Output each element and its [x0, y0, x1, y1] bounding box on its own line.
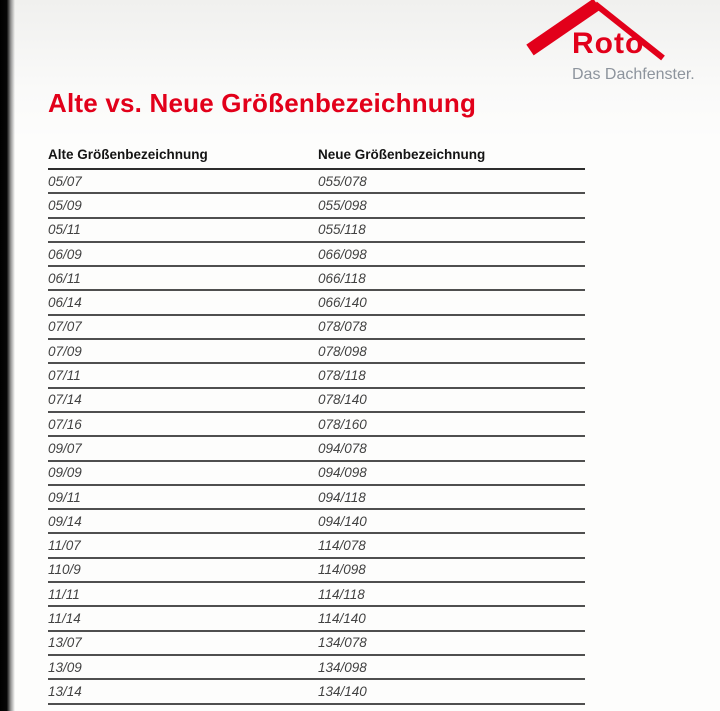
page-title: Alte vs. Neue Größenbezeichnung: [48, 88, 477, 118]
table-cell: 134/098: [318, 655, 585, 679]
table-cell: 06/09: [48, 242, 318, 266]
scan-edge-shadow: [0, 0, 15, 711]
table-cell: 09/14: [48, 509, 318, 533]
column-header-old-size: Alte Größenbezeichnung: [48, 146, 318, 169]
table-row: [48, 169, 585, 193]
table-header-row: [48, 146, 585, 169]
table-cell: 06/11: [48, 266, 318, 290]
column-header-new-size: Neue Größenbezeichnung: [318, 146, 585, 169]
table-cell: 055/118: [318, 218, 585, 242]
table-cell: 13/09: [48, 655, 318, 679]
table-cell: 078/160: [318, 412, 585, 436]
logo-tagline: Das Dachfenster.: [572, 66, 695, 83]
size-table-body: [48, 169, 585, 704]
table-cell: 07/09: [48, 339, 318, 363]
table-row: [48, 266, 585, 290]
table-cell: 07/11: [48, 363, 318, 387]
table-cell: 066/140: [318, 290, 585, 314]
table-row: [48, 582, 585, 606]
table-cell: 094/078: [318, 436, 585, 460]
table-cell: 110/9: [48, 558, 318, 582]
table-cell: 05/07: [48, 169, 318, 193]
table-row: [48, 242, 585, 266]
table-cell: 094/140: [318, 509, 585, 533]
table-row: [48, 655, 585, 679]
table-cell: 078/078: [318, 315, 585, 339]
table-row: [48, 509, 585, 533]
table-cell: 055/078: [318, 169, 585, 193]
table-row: [48, 533, 585, 557]
table-cell: 09/09: [48, 461, 318, 485]
table-cell: 13/07: [48, 631, 318, 655]
table-row: [48, 558, 585, 582]
table-row: [48, 388, 585, 412]
table-cell: 078/098: [318, 339, 585, 363]
table-cell: 078/140: [318, 388, 585, 412]
table-row: [48, 193, 585, 217]
table-cell: 134/078: [318, 631, 585, 655]
table-row: [48, 631, 585, 655]
table-row: [48, 679, 585, 703]
table-cell: 066/098: [318, 242, 585, 266]
table-cell: 066/118: [318, 266, 585, 290]
table-cell: 11/14: [48, 606, 318, 630]
table-cell: 07/16: [48, 412, 318, 436]
table-cell: 11/07: [48, 533, 318, 557]
table-cell: 055/098: [318, 193, 585, 217]
table-row: [48, 315, 585, 339]
table-cell: 134/140: [318, 679, 585, 703]
table-row: [48, 412, 585, 436]
table-cell: 07/07: [48, 315, 318, 339]
table-cell: 114/078: [318, 533, 585, 557]
logo-brand-text: Roto: [572, 27, 645, 60]
table-row: [48, 363, 585, 387]
table-cell: 114/140: [318, 606, 585, 630]
table-cell: 114/098: [318, 558, 585, 582]
table-cell: 11/11: [48, 582, 318, 606]
table-cell: 094/118: [318, 485, 585, 509]
table-cell: 13/14: [48, 679, 318, 703]
table-row: [48, 461, 585, 485]
table-row: [48, 339, 585, 363]
table-cell: 05/09: [48, 193, 318, 217]
table-cell: 114/118: [318, 582, 585, 606]
table-cell: 094/098: [318, 461, 585, 485]
roto-logo: [523, 0, 718, 94]
table-cell: 078/118: [318, 363, 585, 387]
table-row: [48, 606, 585, 630]
table-cell: 05/11: [48, 218, 318, 242]
table-row: [48, 218, 585, 242]
table-cell: 06/14: [48, 290, 318, 314]
size-comparison-table: [48, 146, 585, 705]
table-row: [48, 485, 585, 509]
table-cell: 09/11: [48, 485, 318, 509]
table-row: [48, 290, 585, 314]
table-cell: 07/14: [48, 388, 318, 412]
table-row: [48, 436, 585, 460]
table-cell: 09/07: [48, 436, 318, 460]
